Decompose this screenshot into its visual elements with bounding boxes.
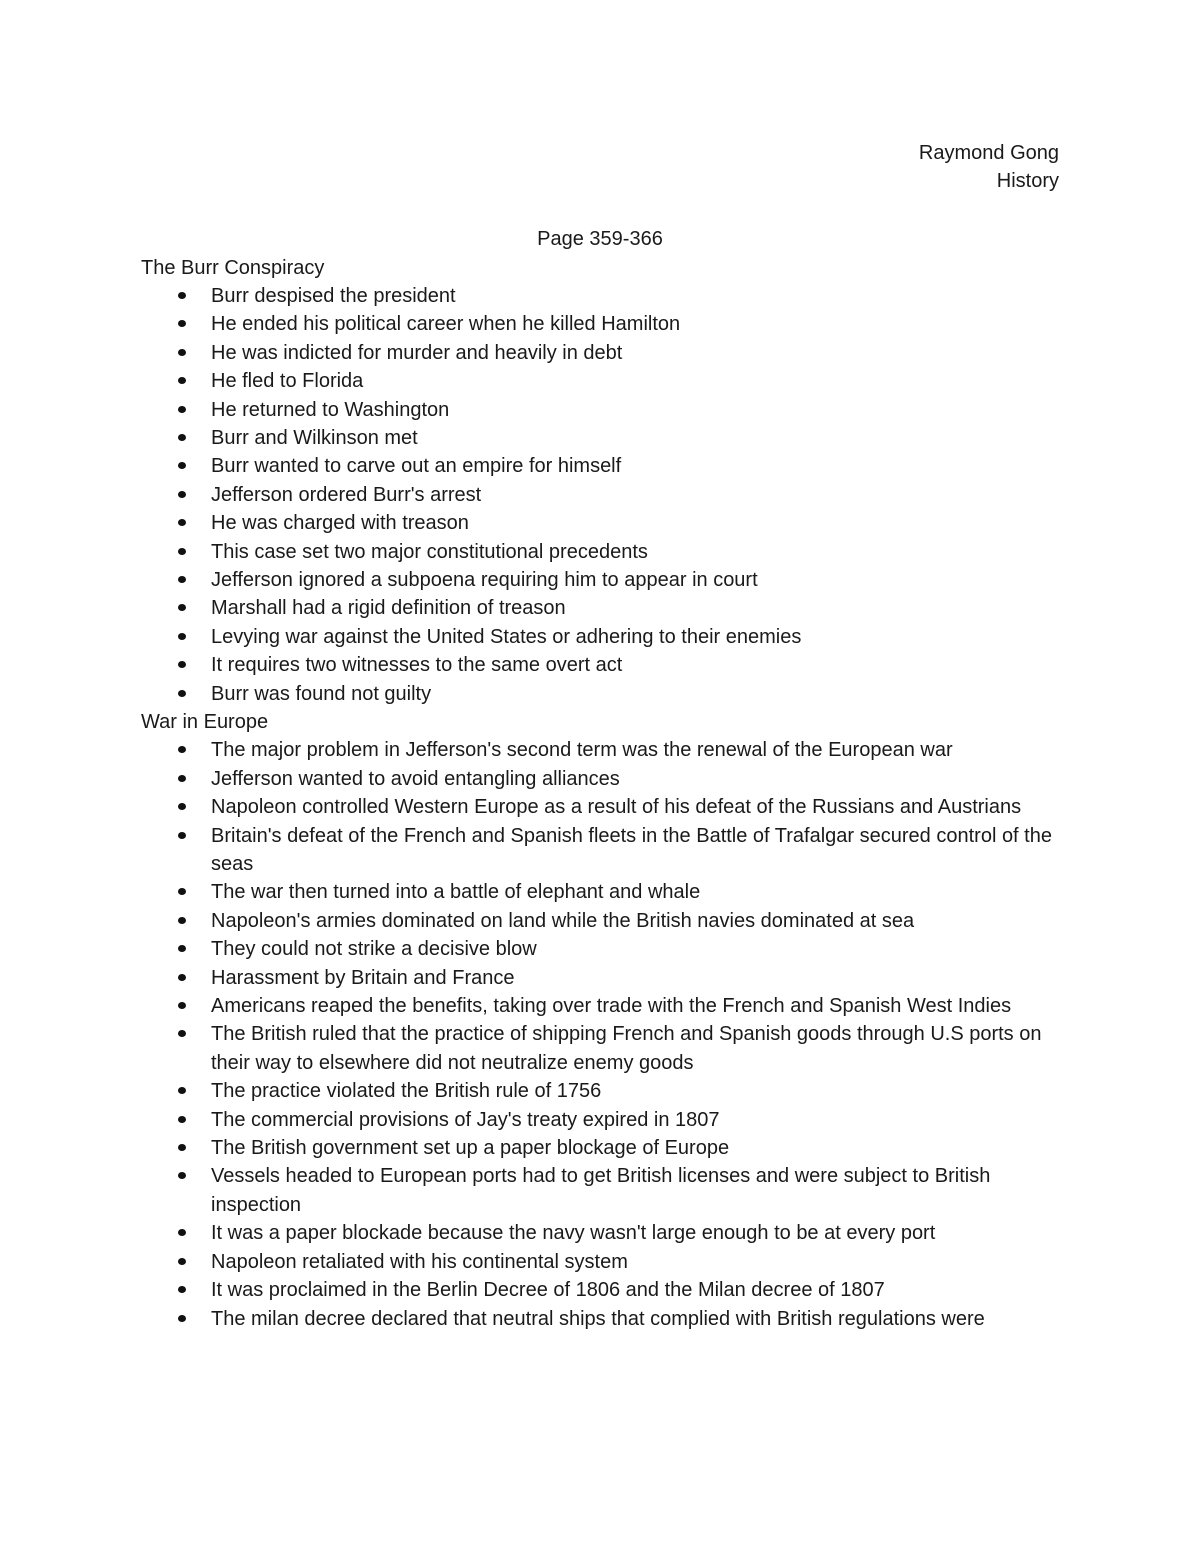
bullet-icon: [178, 292, 186, 299]
bullet-icon: [178, 434, 186, 441]
bullet-icon: [178, 1087, 186, 1094]
list-item: [141, 310, 1061, 338]
list-item: [141, 481, 1061, 509]
list-item-text: Burr was found not guilty: [211, 682, 432, 705]
list-item-text: He was charged with treason: [211, 512, 469, 535]
bullet-icon: [178, 1229, 186, 1236]
bullet-icon: [178, 519, 186, 526]
bullet-icon: [178, 462, 186, 469]
section-title: War in Europe: [141, 710, 269, 733]
list-item-text: The major problem in Jefferson's second term was the renewal of the European war: [211, 739, 953, 762]
list-item-text: Harassment by Britain and France: [211, 966, 515, 989]
bullet-icon: [178, 377, 186, 384]
list-item: [141, 1077, 1061, 1105]
list-item: [141, 964, 1061, 992]
list-item-text: Levying war against the United States or adhering to their enemies: [211, 625, 802, 648]
list-item: [141, 822, 1061, 879]
list-item-text: Americans reaped the benefits, taking over trade with the French and Spanish West Indies: [211, 995, 1012, 1018]
list-item-text: Jefferson wanted to avoid entangling alliances: [211, 767, 620, 790]
list-item-text: Britain's defeat of the French and Spanish fleets in the Battle of Trafalgar secured control of the seas: [211, 824, 1052, 875]
list-item: [141, 1248, 1061, 1276]
list-item: [141, 509, 1061, 537]
bullet-icon: [178, 1030, 186, 1037]
list-item-text: Burr and Wilkinson met: [211, 426, 418, 449]
list-item: [141, 1162, 1061, 1219]
bullet-list: [141, 282, 1061, 708]
list-item: [141, 992, 1061, 1020]
list-item: [141, 282, 1061, 310]
list-item: [141, 935, 1061, 963]
page-range-title: Page 359-366: [537, 228, 663, 250]
list-item-text: They could not strike a decisive blow: [211, 938, 537, 961]
bullet-icon: [178, 1172, 186, 1179]
list-item: [141, 736, 1061, 764]
list-item-text: He ended his political career when he killed Hamilton: [211, 313, 681, 336]
bullet-icon: [178, 1258, 186, 1265]
list-item-text: He was indicted for murder and heavily in debt: [211, 341, 623, 364]
list-item: [141, 623, 1061, 651]
list-item-text: Jefferson ignored a subpoena requiring him to appear in court: [211, 568, 758, 591]
bullet-icon: [178, 576, 186, 583]
list-item: [141, 538, 1061, 566]
list-item: [141, 1305, 1061, 1333]
bullet-icon: [178, 349, 186, 356]
list-item: [141, 424, 1061, 452]
bullet-icon: [178, 548, 186, 555]
bullet-icon: [178, 1315, 186, 1322]
bullet-icon: [178, 803, 186, 810]
notes-content: [141, 254, 1061, 1333]
list-item-text: He returned to Washington: [211, 398, 450, 421]
bullet-icon: [178, 320, 186, 327]
list-item-text: It was proclaimed in the Berlin Decree of 1806 and the Milan decree of 1807: [211, 1279, 885, 1302]
list-item-text: Napoleon controlled Western Europe as a result of his defeat of the Russians and Austrians: [211, 796, 1022, 819]
list-item-text: It requires two witnesses to the same overt act: [211, 654, 623, 677]
list-item-text: Marshall had a rigid definition of treason: [211, 597, 566, 620]
list-item-text: Jefferson ordered Burr's arrest: [211, 483, 482, 506]
list-item: [141, 1219, 1061, 1247]
bullet-icon: [178, 832, 186, 839]
list-item: [141, 339, 1061, 367]
bullet-icon: [178, 690, 186, 697]
list-item: [141, 765, 1061, 793]
bullet-icon: [178, 945, 186, 952]
list-item: [141, 367, 1061, 395]
list-item-text: He fled to Florida: [211, 370, 364, 393]
list-item: [141, 452, 1061, 480]
list-item: [141, 566, 1061, 594]
bullet-list: [141, 736, 1061, 1333]
bullet-icon: [178, 917, 186, 924]
list-item-text: Napoleon retaliated with his continental system: [211, 1250, 628, 1273]
list-item: [141, 907, 1061, 935]
bullet-icon: [178, 974, 186, 981]
list-item-text: The war then turned into a battle of elephant and whale: [211, 881, 701, 904]
list-item-text: The practice violated the British rule of 1756: [211, 1080, 602, 1103]
bullet-icon: [178, 1116, 186, 1123]
list-item-text: Burr wanted to carve out an empire for himself: [211, 455, 622, 478]
list-item: [141, 651, 1061, 679]
bullet-icon: [178, 491, 186, 498]
list-item: [141, 878, 1061, 906]
list-item-text: Burr despised the president: [211, 284, 456, 307]
list-item: [141, 680, 1061, 708]
list-item-text: It was a paper blockade because the navy wasn't large enough to be at every port: [211, 1222, 936, 1245]
bullet-icon: [178, 1286, 186, 1293]
bullet-icon: [178, 1002, 186, 1009]
bullet-icon: [178, 633, 186, 640]
author-name: Raymond Gong: [918, 142, 1059, 164]
list-item: [141, 1106, 1061, 1134]
list-item: [141, 1134, 1061, 1162]
subject-name: History: [996, 170, 1059, 193]
list-item: [141, 396, 1061, 424]
bullet-icon: [178, 406, 186, 413]
bullet-icon: [178, 1144, 186, 1151]
section-title: The Burr Conspiracy: [141, 256, 325, 279]
list-item: [141, 1020, 1061, 1077]
bullet-icon: [178, 746, 186, 753]
bullet-icon: [178, 604, 186, 611]
list-item-text: The British government set up a paper blockage of Europe: [211, 1137, 730, 1160]
list-item: [141, 1276, 1061, 1304]
list-item-text: This case set two major constitutional precedents: [211, 540, 648, 563]
list-item: [141, 594, 1061, 622]
author-header: [919, 139, 1059, 196]
list-item-text: The milan decree declared that neutral ships that complied with British regulations were: [211, 1307, 985, 1330]
list-item-text: The commercial provisions of Jay's treaty expired in 1807: [211, 1108, 720, 1131]
bullet-icon: [178, 775, 186, 782]
list-item-text: Napoleon's armies dominated on land while the British navies dominated at sea: [211, 909, 915, 932]
list-item-text: The British ruled that the practice of shipping French and Spanish goods through U.S ports on their way to elsewhere did not neutralize enemy goods: [211, 1023, 1042, 1074]
bullet-icon: [178, 888, 186, 895]
list-item: [141, 793, 1061, 821]
bullet-icon: [178, 661, 186, 668]
list-item-text: Vessels headed to European ports had to get British licenses and were subject to British inspection: [211, 1165, 991, 1216]
